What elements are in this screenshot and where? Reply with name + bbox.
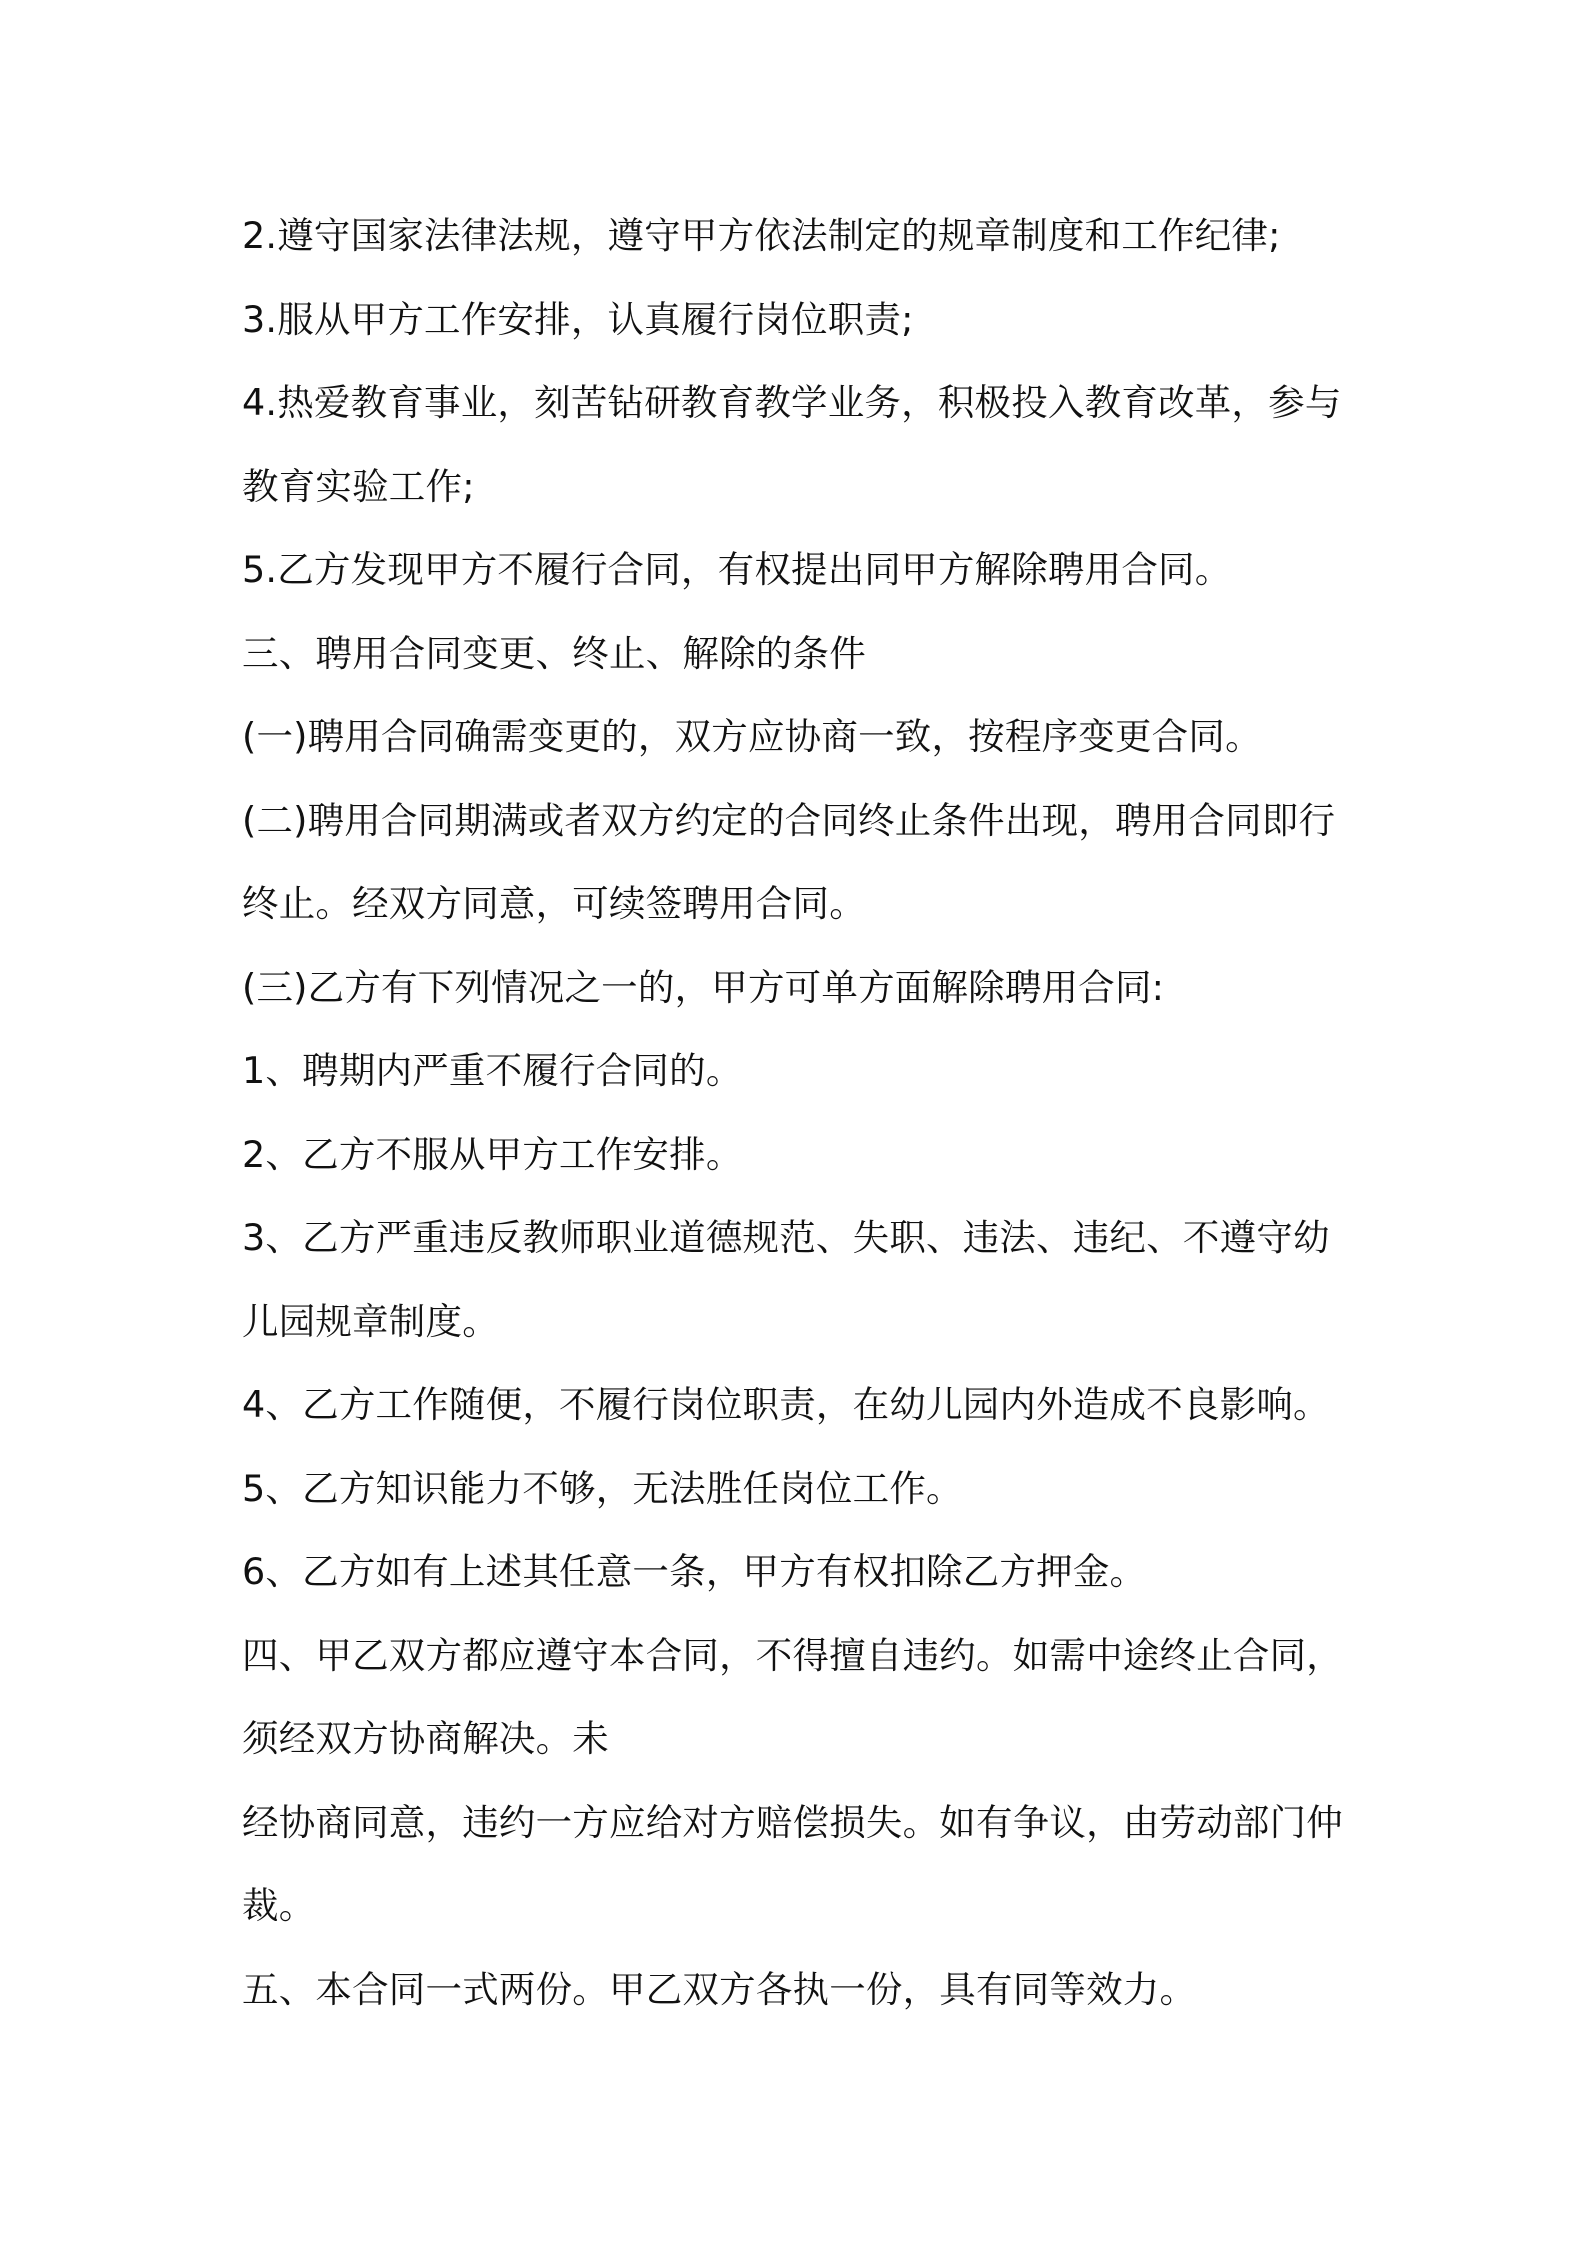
text-line: 4、乙方工作随便，不履行岗位职责，在幼儿园内外造成不良影响。 <box>242 1383 1330 1426</box>
text-line: 2.遵守国家法律法规，遵守甲方依法制定的规章制度和工作纪律; <box>242 214 1281 257</box>
text-line: (一)聘用合同确需变更的，双方应协商一致，按程序变更合同。 <box>242 715 1262 758</box>
section-heading: 五、本合同一式两份。甲乙双方各执一份，具有同等效力。 <box>242 1967 1197 2011</box>
text-line: 5、乙方知识能力不够，无法胜任岗位工作。 <box>242 1466 963 1510</box>
text-line: 儿园规章制度。 <box>242 1299 499 1343</box>
text-line: 教育实验工作; <box>242 464 475 508</box>
text-line: 2、乙方不服从甲方工作安排。 <box>242 1132 743 1176</box>
text-line: 3.服从甲方工作安排，认真履行岗位职责; <box>242 297 914 341</box>
document-body <box>242 194 1352 2031</box>
text-line: 5.乙方发现甲方不履行合同，有权提出同甲方解除聘用合同。 <box>242 548 1232 591</box>
text-line: 裁。 <box>242 1884 316 1927</box>
text-line: 终止。经双方同意，可续签聘用合同。 <box>242 882 866 925</box>
section-heading: 三、聘用合同变更、终止、解除的条件 <box>242 631 866 675</box>
text-line: 须经双方协商解决。未 <box>242 1717 609 1760</box>
text-line: 1、聘期内严重不履行合同的。 <box>242 1049 743 1092</box>
text-line: (三)乙方有下列情况之一的，甲方可单方面解除聘用合同: <box>242 965 1165 1009</box>
text-line: 6、乙方如有上述其任意一条，甲方有权扣除乙方押金。 <box>242 1550 1147 1593</box>
text-line: 3、乙方严重违反教师职业道德规范、失职、违法、违纪、不遵守幼 <box>242 1216 1330 1259</box>
text-line: 4.热爱教育事业，刻苦钻研教育教学业务，积极投入教育改革，参与 <box>242 381 1342 424</box>
section-heading: 四、甲乙双方都应遵守本合同，不得擅自违约。如需中途终止合同， <box>242 1633 1343 1677</box>
text-line: (二)聘用合同期满或者双方约定的合同终止条件出现，聘用合同即行 <box>242 798 1336 842</box>
text-line: 经协商同意，违约一方应给对方赔偿损失。如有争议，由劳动部门仲 <box>242 1800 1343 1844</box>
